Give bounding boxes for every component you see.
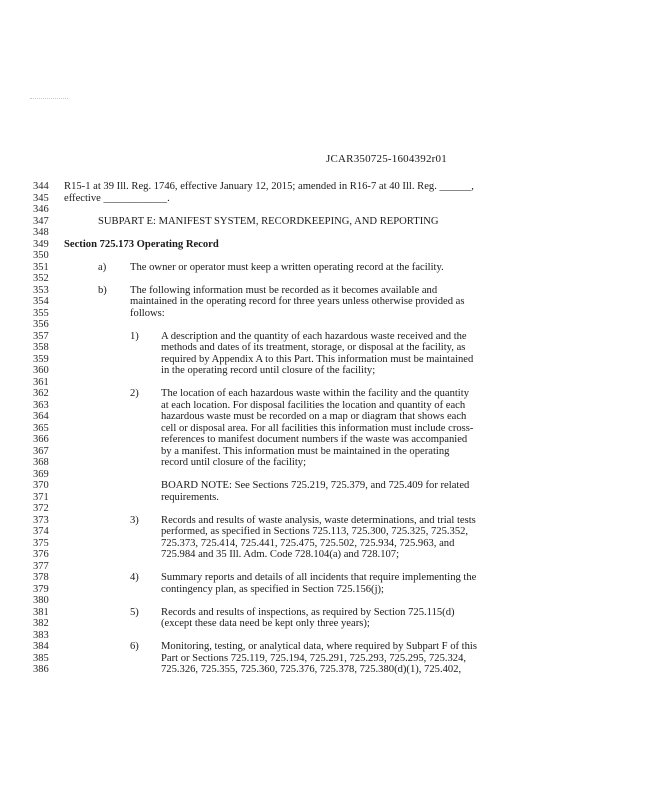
item-label-3: 3) [130,514,139,526]
history-note-line: effective ____________. [64,192,170,204]
line-number: 361 [33,376,49,388]
line-number: 354 [33,296,49,307]
section-heading: Section 725.173 Operating Record [64,238,219,250]
line-number: 362 [33,388,49,399]
line-number: 372 [33,503,49,514]
board-note-text: requirements. [161,491,219,503]
line-number: 368 [33,457,49,468]
item-2-text: hazardous waste must be recorded on a map or diagram that shows each [161,411,467,422]
line-number: 363 [33,399,49,411]
line-number: 366 [33,434,49,445]
board-note-text: BOARD NOTE: See Sections 725.219, 725.379, and 725.409 for related [161,480,470,491]
paragraph-b-text: follows: [130,307,165,319]
item-label-1: 1) [130,330,139,342]
item-4-text: contingency plan, as specified in Section 725.156(j); [161,583,385,595]
item-label-4: 4) [130,572,139,583]
line-number: 357 [33,330,49,342]
paragraph-b-text: maintained in the operating record for three years unless otherwise provided as [130,296,465,307]
paragraph-b-text: The following information must be recorded as it becomes available and [130,284,438,296]
line-number: 370 [33,480,49,491]
line-number: 359 [33,353,49,365]
item-2-text: at each location. For disposal facilities the location and quantity of each [161,399,466,411]
line-number: 379 [33,583,49,595]
line-number: 353 [33,284,49,296]
line-number: 355 [33,307,49,319]
line-number: 365 [33,422,49,434]
line-number: 384 [33,641,49,652]
item-2-text: record until closure of the facility; [161,457,307,468]
line-number: 377 [33,560,49,572]
item-3-text: Records and results of waste analysis, waste determinations, and trial tests [161,514,476,526]
line-number: 376 [33,549,49,560]
line-number: 358 [33,342,49,353]
line-number: 352 [33,273,49,284]
item-label-6: 6) [130,641,139,652]
item-label-2: 2) [130,388,139,399]
item-2-text: by a manifest. This information must be maintained in the operating [161,445,450,457]
line-number: 345 [33,192,49,204]
line-number: 367 [33,445,49,457]
item-3-text: performed, as specified in Sections 725.113, 725.300, 725.325, 725.352, [161,526,469,537]
paragraph-label-a: a) [98,261,107,273]
item-5-text: (except these data need be kept only three years); [161,618,370,629]
line-number: 344 [33,181,49,192]
line-number: 385 [33,652,49,664]
line-number: 356 [33,319,49,330]
line-number: 347 [33,215,49,227]
line-number: 371 [33,491,49,503]
line-number: 349 [33,238,49,250]
item-2-text: cell or disposal area. For all facilities this information must include cross- [161,422,474,434]
line-number: 369 [33,468,49,480]
line-number: 351 [33,261,49,273]
scan-artifact [30,98,68,102]
item-6-text: 725.326, 725.355, 725.360, 725.376, 725.378, 725.380(d)(1), 725.402, [161,664,462,675]
item-1-text: A description and the quantity of each hazardous waste received and the [161,330,467,342]
line-number: 350 [33,250,49,261]
line-number: 383 [33,629,49,641]
line-number: 360 [33,365,49,376]
item-6-text: Part or Sections 725.119, 725.194, 725.291, 725.293, 725.295, 725.324, [161,652,467,664]
subpart-heading: SUBPART E: MANIFEST SYSTEM, RECORDKEEPING, AND REPORTING [98,215,439,227]
line-number: 375 [33,537,49,549]
line-number: 381 [33,606,49,618]
line-number: 373 [33,514,49,526]
line-number: 380 [33,595,49,606]
item-4-text: Summary reports and details of all incidents that require implementing the [161,572,477,583]
history-note-line: R15-1 at 39 Ill. Reg. 1746, effective January 12, 2015; amended in R16-7 at 40 Ill. Reg. ______, [64,181,474,192]
line-number: 382 [33,618,49,629]
item-2-text: The location of each hazardous waste within the facility and the quantity [161,388,469,399]
line-number: 348 [33,227,49,238]
line-number: 364 [33,411,49,422]
item-3-text: 725.984 and 35 Ill. Adm. Code 728.104(a) and 728.107; [161,549,400,560]
line-number: 374 [33,526,49,537]
item-1-text: in the operating record until closure of the facility; [161,365,376,376]
paragraph-a-text: The owner or operator must keep a written operating record at the facility. [130,261,444,273]
line-number: 386 [33,664,49,675]
item-3-text: 725.373, 725.414, 725.441, 725.475, 725.502, 725.934, 725.963, and [161,537,455,549]
item-label-5: 5) [130,606,139,618]
paragraph-label-b: b) [98,284,107,296]
item-1-text: required by Appendix A to this Part. This information must be maintained [161,353,474,365]
document-id: JCAR350725-1604392r01 [326,153,447,165]
item-5-text: Records and results of inspections, as required by Section 725.115(d) [161,606,455,618]
item-6-text: Monitoring, testing, or analytical data, where required by Subpart F of this [161,641,477,652]
item-1-text: methods and dates of its treatment, storage, or disposal at the facility, as [161,342,466,353]
item-2-text: references to manifest document numbers if the waste was accompanied [161,434,468,445]
line-number: 378 [33,572,49,583]
line-number: 346 [33,204,49,215]
